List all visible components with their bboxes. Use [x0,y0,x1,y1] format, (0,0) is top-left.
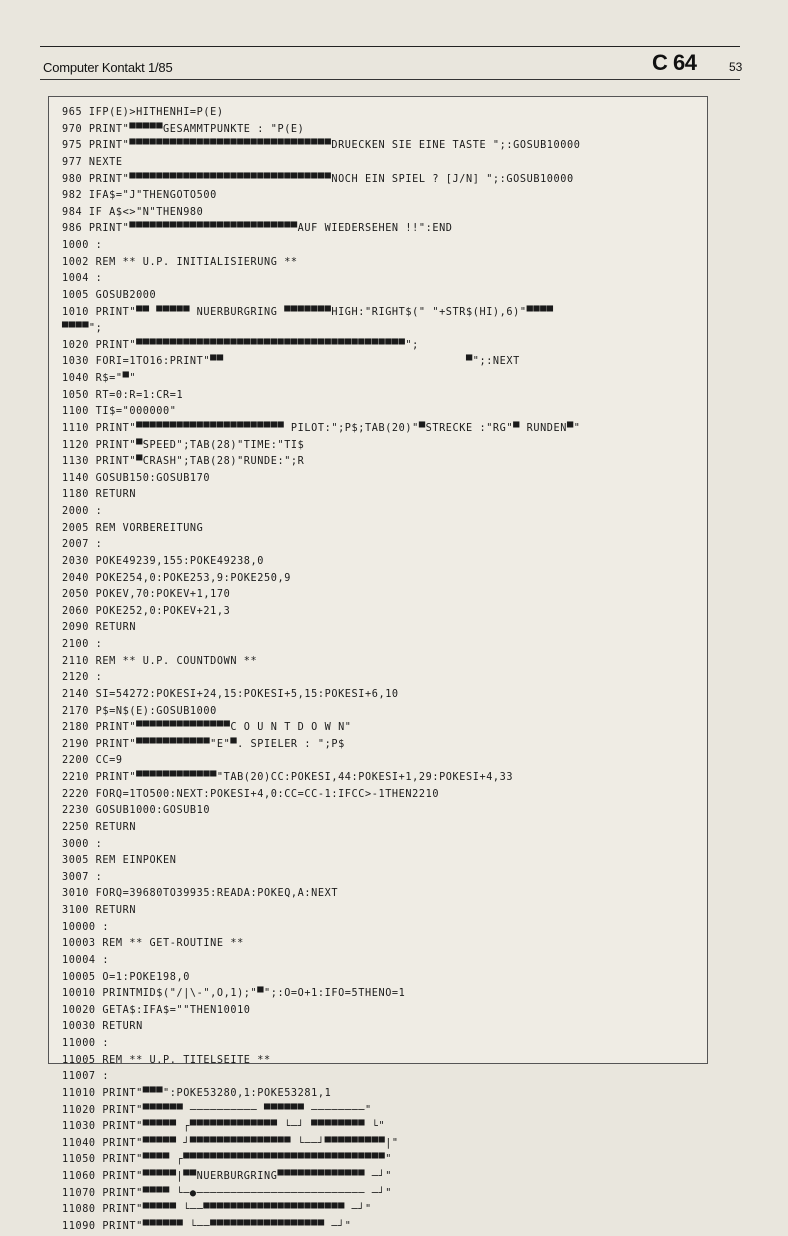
code-line: 10010 PRINTMID$("/|\-",O,1);"▀";:O=O+1:IFO=5THENO=1 [62,988,406,1000]
brand-label: C 64 [652,50,697,75]
code-line: 1040 R$="▀" [62,373,137,384]
code-line: 1110 PRINT"▀▀▀▀▀▀▀▀▀▀▀▀▀▀▀▀▀▀▀▀▀▀ PILOT:";P$;TAB(20)"▀STRECKE :"RG"▀ RUNDEN▀" [62,422,581,434]
publication-title: Computer Kontakt 1/85 [43,60,173,75]
code-line: 10030 RETURN [62,1021,143,1033]
code-line: 1130 PRINT"▀CRASH";TAB(28)"RUNDE:";R [62,456,305,468]
code-line: 11040 PRINT"▀▀▀▀▀ ┘▀▀▀▀▀▀▀▀▀▀▀▀▀▀▀ └──┘▀▀▀▀▀▀▀▀▀|" [62,1137,399,1149]
code-line: 10020 GETA$:IFA$=""THEN10010 [62,1004,251,1016]
code-line: 10003 REM ** GET-ROUTINE ** [62,938,244,950]
code-line: 2110 REM ** U.P. COUNTDOWN ** [62,655,258,667]
code-line: 10004 : [62,954,110,966]
code-line: 2220 FORQ=1TO500:NEXT:POKESI+4,0:CC=CC-1:IFCC>-1THEN2210 [62,788,440,800]
code-line: ▀▀▀▀"; [62,323,103,335]
code-line: 11070 PRINT"▀▀▀▀ └─●───────────────────────── ─┘" [62,1187,392,1199]
code-line: 2210 PRINT"▀▀▀▀▀▀▀▀▀▀▀▀"TAB(20)CC:POKESI,44:POKESI+1,29:POKESI+4,33 [62,772,514,783]
code-line: 2000 : [62,506,103,517]
code-line: 1180 RETURN [62,489,137,501]
code-line: 11007 : [62,1071,110,1083]
code-line: 2230 GOSUB1000:GOSUB10 [62,805,211,817]
code-line: 2040 POKE254,0:POKE253,9:POKE250,9 [62,572,291,584]
code-line: 3007 : [62,871,103,883]
code-line: 1010 PRINT"▀▀ ▀▀▀▀▀ NUERBURGRING ▀▀▀▀▀▀▀HIGH:"RIGHT$(" "+STR$(HI),6)"▀▀▀▀ [62,306,554,318]
code-line: 1140 GOSUB150:GOSUB170 [62,472,211,484]
code-line: 11080 PRINT"▀▀▀▀▀ └──▀▀▀▀▀▀▀▀▀▀▀▀▀▀▀▀▀▀▀▀▀ ─┘" [62,1204,372,1216]
code-line: 970 PRINT"▀▀▀▀▀GESAMMTPUNKTE : "P(E) [62,123,305,135]
code-line: 11005 REM ** U.P. TITELSEITE ** [62,1054,271,1066]
code-line: 11030 PRINT"▀▀▀▀▀ ┌▀▀▀▀▀▀▀▀▀▀▀▀▀ └─┘ ▀▀▀▀▀▀▀▀ └" [62,1121,386,1133]
code-line: 11000 : [62,1038,110,1049]
code-line: 1004 : [62,273,103,285]
code-line: 11090 PRINT"▀▀▀▀▀▀ └──▀▀▀▀▀▀▀▀▀▀▀▀▀▀▀▀▀ ─┘" [62,1220,352,1232]
code-line: 2050 POKEV,70:POKEV+1,170 [62,589,231,601]
code-line: 1100 TI$="000000" [62,406,177,418]
code-line: 3000 : [62,838,103,850]
header-rule [40,46,740,47]
code-line: 1002 REM ** U.P. INITIALISIERUNG ** [62,256,298,268]
code-line: 982 IFA$="J"THENGOTO500 [62,190,217,202]
code-line: 3005 REM EINPOKEN [62,855,177,867]
code-line: 1030 FORI=1TO16:PRINT"▀▀ ▀";:NEXT [62,356,520,368]
code-line: 2200 CC=9 [62,755,123,767]
code-line: 2030 POKE49239,155:POKE49238,0 [62,555,265,567]
code-line: 2250 RETURN [62,821,137,833]
code-line: 11050 PRINT"▀▀▀▀ ┌▀▀▀▀▀▀▀▀▀▀▀▀▀▀▀▀▀▀▀▀▀▀▀▀▀▀▀▀▀▀" [62,1154,392,1166]
code-line: 2170 P$=N$(E):GOSUB1000 [62,705,217,717]
code-line: 2007 : [62,539,103,551]
code-line: 2180 PRINT"▀▀▀▀▀▀▀▀▀▀▀▀▀▀C O U N T D O W N" [62,722,352,734]
code-line: 2190 PRINT"▀▀▀▀▀▀▀▀▀▀▀"E"▀. SPIELER : ";P$ [62,738,345,750]
code-line: 2005 REM VORBEREITUNG [62,522,204,534]
code-line: 2100 : [62,639,103,650]
page-number: 53 [729,60,743,74]
code-line: 980 PRINT"▀▀▀▀▀▀▀▀▀▀▀▀▀▀▀▀▀▀▀▀▀▀▀▀▀▀▀▀▀▀NOCH EIN SPIEL ? [J/N] ";:GOSUB10000 [62,173,574,185]
code-line: 2120 : [62,672,103,684]
code-line: 986 PRINT"▀▀▀▀▀▀▀▀▀▀▀▀▀▀▀▀▀▀▀▀▀▀▀▀▀AUF WIEDERSEHEN !!":END [62,223,453,235]
code-line: 11010 PRINT"▀▀▀":POKE53280,1:POKE53281,1 [62,1087,332,1099]
code-line: 3100 RETURN [62,905,137,916]
code-line: 10005 O=1:POKE198,0 [62,971,190,983]
code-line: 1000 : [62,240,103,251]
code-line: 975 PRINT"▀▀▀▀▀▀▀▀▀▀▀▀▀▀▀▀▀▀▀▀▀▀▀▀▀▀▀▀▀▀DRUECKEN SIE EINE TASTE ";:GOSUB10000 [62,140,581,152]
header-underline [40,79,740,80]
code-line: 1005 GOSUB2000 [62,289,157,301]
code-line: 1120 PRINT"▀SPEED";TAB(28)"TIME:"TI$ [62,439,305,451]
code-line: 2140 SI=54272:POKESI+24,15:POKESI+5,15:POKESI+6,10 [62,688,399,700]
code-line: 1050 RT=0:R=1:CR=1 [62,389,184,401]
code-line: 3010 FORQ=39680TO39935:READA:POKEQ,A:NEXT [62,888,339,900]
code-line: 977 NEXTE [62,156,123,168]
code-line: 11020 PRINT"▀▀▀▀▀▀ ────────── ▀▀▀▀▀▀ ────────" [62,1104,372,1116]
code-line: 1020 PRINT"▀▀▀▀▀▀▀▀▀▀▀▀▀▀▀▀▀▀▀▀▀▀▀▀▀▀▀▀▀▀▀▀▀▀▀▀▀▀▀▀"; [62,339,419,351]
code-line: 10000 : [62,921,110,933]
code-line: 965 IFP(E)>HITHENHI=P(E) [62,107,224,118]
code-line: 2060 POKE252,0:POKEV+21,3 [62,605,231,617]
code-line: 2090 RETURN [62,622,137,634]
basic-listing [62,105,702,1236]
code-line: 984 IF A$<>"N"THEN980 [62,206,204,218]
code-line: 11060 PRINT"▀▀▀▀▀|▀▀NUERBURGRING▀▀▀▀▀▀▀▀▀▀▀▀▀ ─┘" [62,1171,392,1182]
